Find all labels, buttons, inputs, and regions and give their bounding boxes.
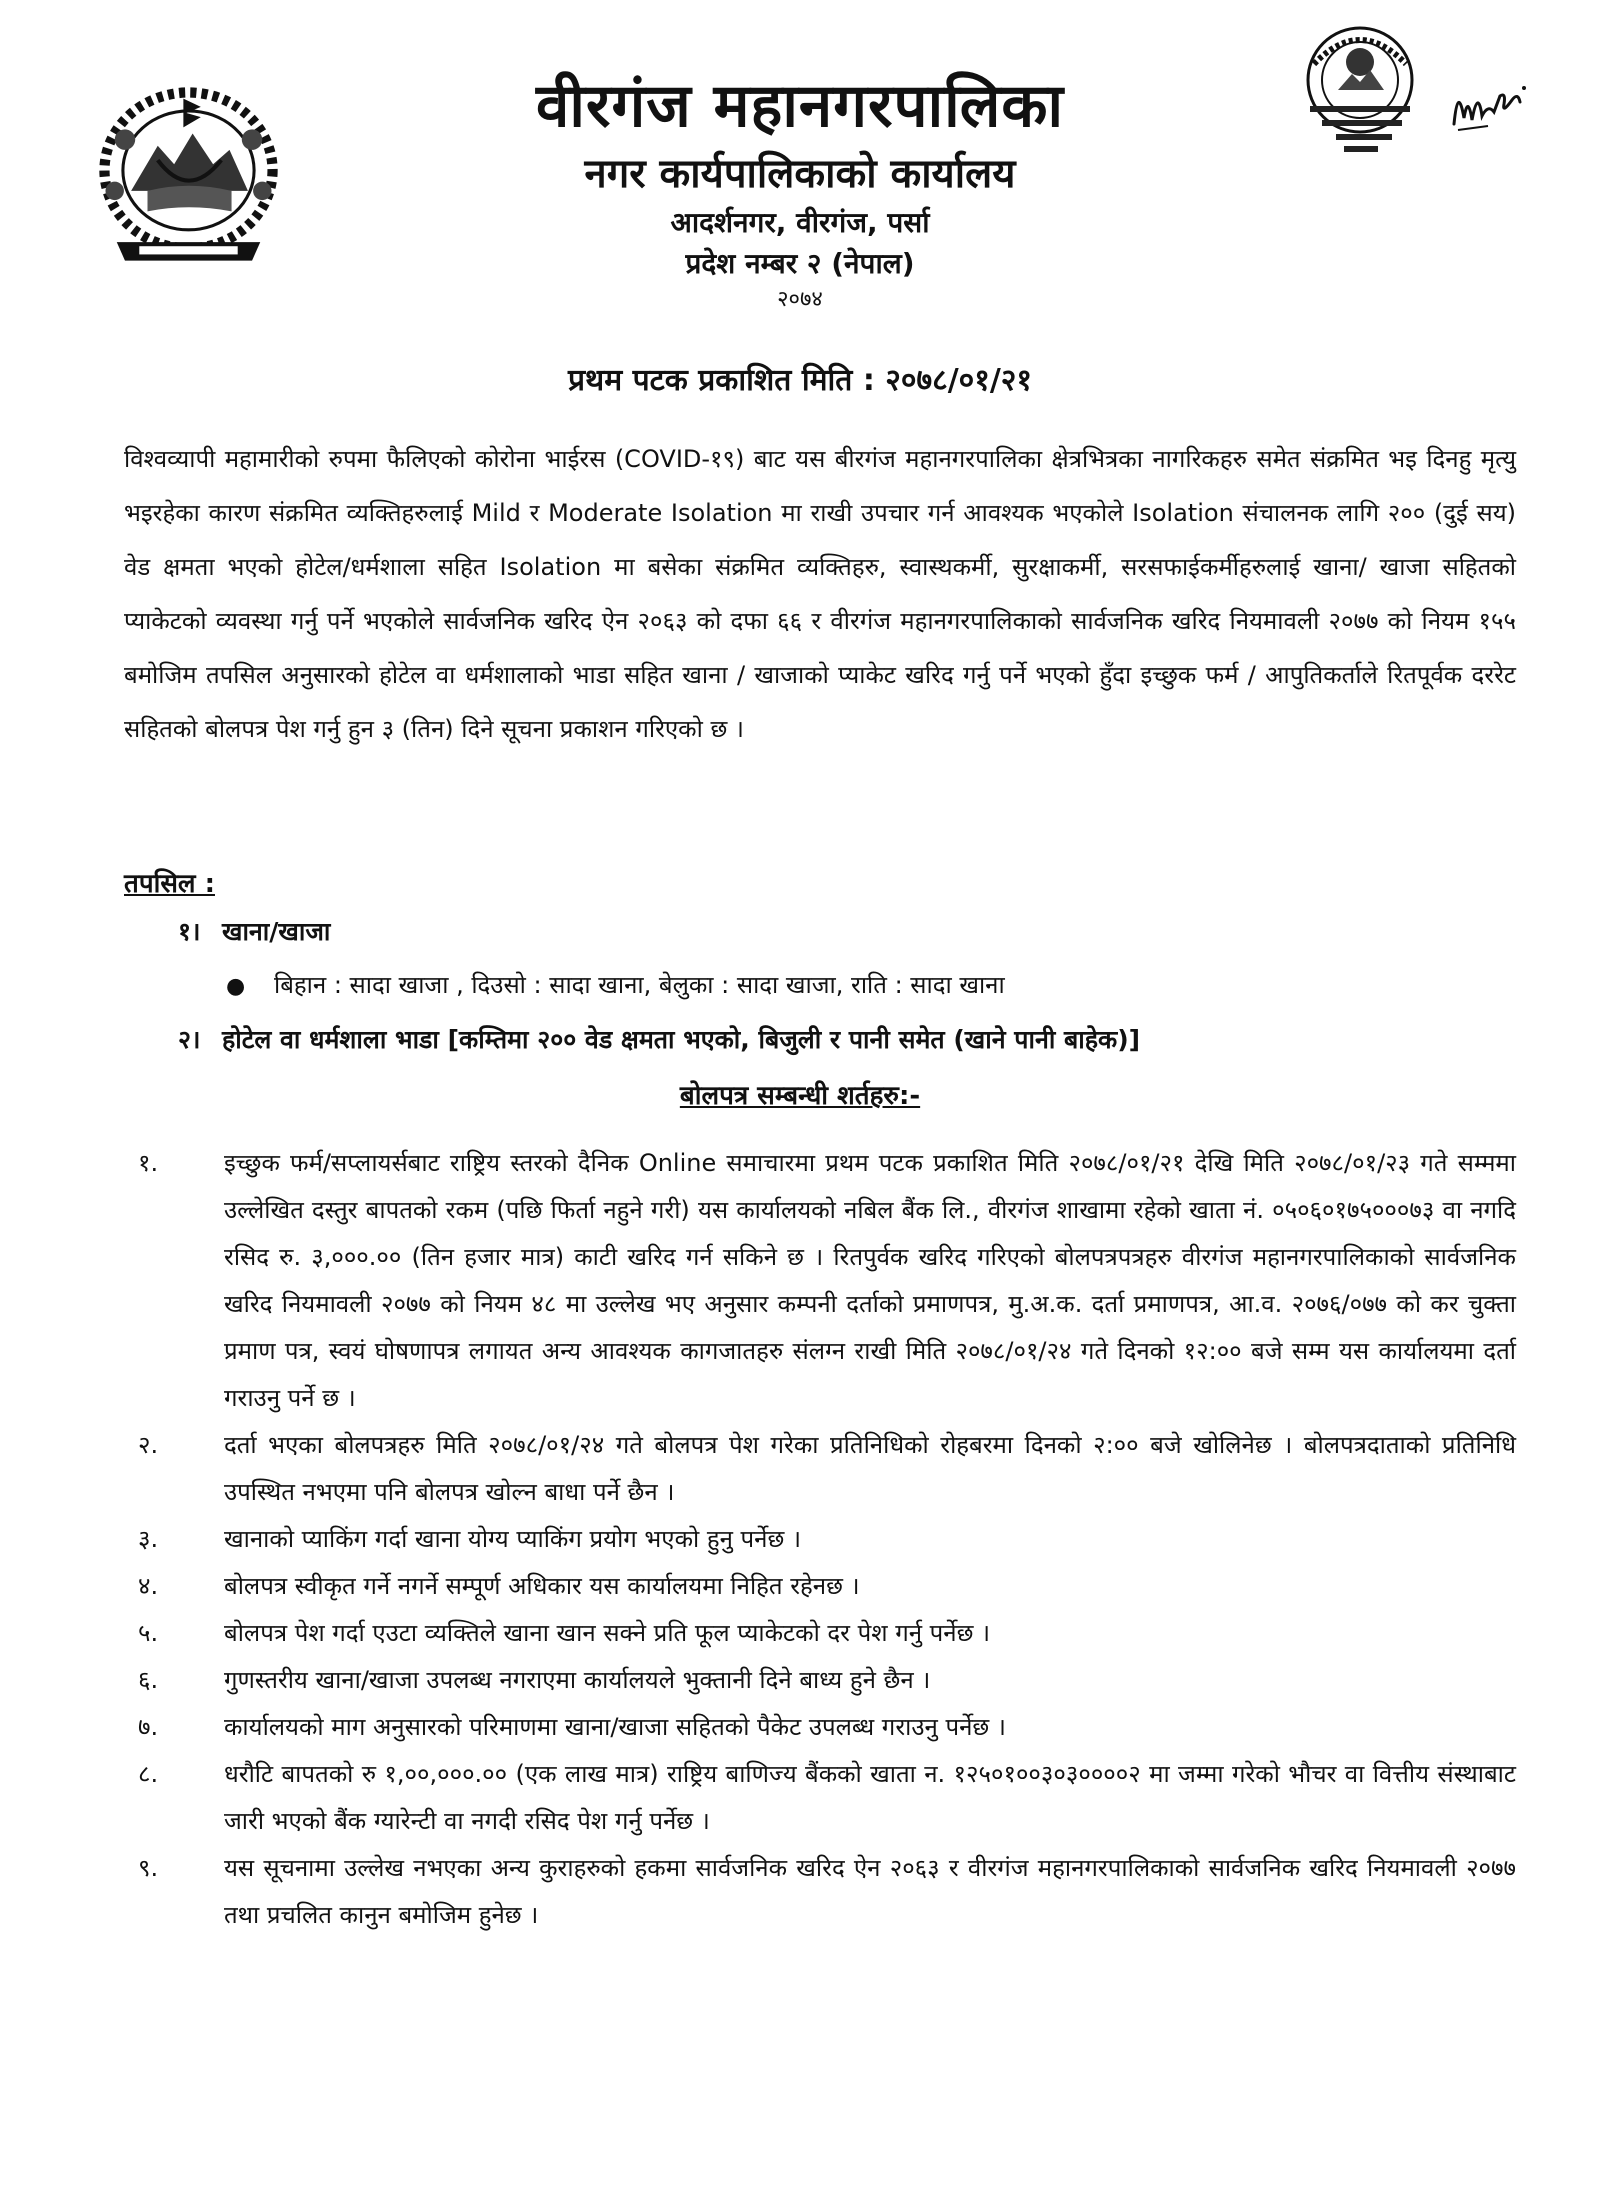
established-year: २०७४: [777, 287, 823, 312]
condition-item: [138, 1751, 1516, 1845]
condition-number: ५.: [138, 1619, 159, 1647]
nepal-emblem-icon: [86, 78, 291, 273]
condition-number: १.: [138, 1149, 159, 1177]
condition-item: [138, 1704, 1516, 1751]
schedule-item-food: [178, 914, 330, 948]
schedule-item-number: १।: [178, 917, 201, 946]
condition-number: ९.: [138, 1854, 159, 1882]
schedule-item-label: खाना/खाजा: [222, 917, 331, 946]
condition-text: यस सूचनामा उल्लेख नभएका अन्य कुराहरुको हकमा सार्वजनिक खरिद ऐन २०६३ र वीरगंज महानगरपालिकाको सार्वजनिक खरिद नियमावली २०७७ तथा प्रचलित कानुन बमोजिम हुनेछ ।: [224, 1854, 1516, 1929]
condition-number: २.: [138, 1431, 159, 1459]
condition-item: [138, 1563, 1516, 1610]
bullet-icon: ●: [226, 974, 246, 999]
office-seal-icon: [1280, 22, 1440, 162]
condition-number: ८.: [138, 1760, 159, 1788]
condition-number: ७.: [138, 1713, 159, 1741]
meal-schedule-text: बिहान : सादा खाजा , दिउसो : सादा खाना, बेलुका : सादा खाजा, राति : सादा खाना: [274, 971, 1005, 999]
condition-text: बोलपत्र स्वीकृत गर्ने नगर्ने सम्पूर्ण अधिकार यस कार्यालयमा निहित रहेनछ ।: [224, 1572, 860, 1600]
condition-number: ६.: [138, 1666, 159, 1694]
condition-item: [138, 1845, 1516, 1939]
province-line: प्रदेश नम्बर २ (नेपाल): [685, 247, 915, 280]
condition-text: कार्यालयको माग अनुसारको परिमाणमा खाना/खाजा सहितको पैकेट उपलब्ध गराउनु पर्नेछ ।: [224, 1713, 1006, 1741]
terms-heading: [0, 1076, 1600, 1112]
condition-text: गुणस्तरीय खाना/खाजा उपलब्ध नगराएमा कार्यालयले भुक्तानी दिने बाध्य हुने छैन ।: [224, 1666, 931, 1694]
condition-text: बोलपत्र पेश गर्दा एउटा व्यक्तिले खाना खान सक्ने प्रति फूल प्याकेटको दर पेश गर्नु पर्नेछ ।: [224, 1619, 991, 1647]
condition-text: धरौटि बापतको रु १,००,०००.०० (एक लाख मात्र) राष्ट्रिय बाणिज्य बैंकको खाता न. १२५०१००३०३००००२ मा जम्मा गरेको भौचर वा वित्तीय संस्थाबाट जारी भएको बैंक ग्यारेन्टी वा नगदी रसिद पेश गर्नु पर्नेछ ।: [224, 1760, 1516, 1835]
condition-item: [138, 1516, 1516, 1563]
municipality-title: वीरगंज महानगरपालिका: [536, 71, 1064, 141]
schedule-item-lodging: [178, 1022, 1140, 1056]
publication-date: प्रथम पटक प्रकाशित मिति : २०७८/०१/२१: [567, 363, 1033, 398]
condition-text: खानाको प्याकिंग गर्दा खाना योग्य प्याकिंग प्रयोग भएको हुनु पर्नेछ ।: [224, 1525, 802, 1553]
schedule-item-label: होटेल वा धर्मशाला भाडा [कम्तिमा २०० वेड क्षमता भएको, बिजुली र पानी समेत (खाने पानी बाहेक)]: [222, 1025, 1141, 1054]
letterhead: [350, 70, 1250, 316]
office-name: नगर कार्यपालिकाको कार्यालय: [584, 151, 1016, 197]
condition-number: ४.: [138, 1572, 159, 1600]
condition-text: दर्ता भएका बोलपत्रहरु मिति २०७८/०१/२४ गते बोलपत्र पेश गरेका प्रतिनिधिको रोहबरमा दिनको २:०० बजे खोलिनेछ । बोलपत्रदाताको प्रतिनिधि उपस्थित नभएमा पनि बोलपत्र खोल्न बाधा पर्ने छैन ।: [224, 1431, 1516, 1506]
condition-item: [138, 1657, 1516, 1704]
notice-body: विश्वव्यापी महामारीको रुपमा फैलिएको कोरोना भाईरस (COVID-१९) बाट यस बीरगंज महानगरपालिका क्षेत्रभित्रका नागरिकहरु समेत संक्रमित भइ दिनहु मृत्यु भइरहेका कारण संक्रमित व्यक्तिहरुलाई Mild र Moderate Isolation मा राखी उपचार गर्न आवश्यक भएकोले Isolation संचालनक लागि २०० (दुई सय) वेड क्षमता भएको होटेल/धर्मशाला सहित Isolation मा बसेका संक्रमित व्यक्तिहरु, स्वास्थकर्मी, सुरक्षाकर्मी, सरसफाईकर्मीहरुलाई खाना/ खाजा सहितको प्याकेटको व्यवस्था गर्नु पर्ने भएकोले सार्वजनिक खरिद ऐन २०६३ को दफा ६६ र वीरगंज महानगरपालिकाको सार्वजनिक खरिद नियमावली २०७७ को नियम १५५ बमोजिम तपसिल अनुसारको होटेल वा धर्मशालाको भाडा सहित खाना / खाजाको प्याकेट खरिद गर्नु पर्ने भएको हुँदा इच्छुक फर्म / आपुतिकर्ताले रितपूर्वक दररेट सहितको बोलपत्र पेश गर्नु हुन ३ (तिन) दिने सूचना प्रकाशन गरिएको छ ।: [124, 445, 1516, 743]
signature-icon: [1448, 74, 1530, 144]
condition-item: [138, 1140, 1516, 1422]
schedule-item-number: २।: [178, 1025, 201, 1054]
condition-item: [138, 1422, 1516, 1516]
conditions-list: [138, 1140, 1516, 1939]
schedule-heading: तपसिल :: [124, 869, 215, 899]
condition-number: ३.: [138, 1525, 159, 1553]
condition-text: इच्छुक फर्म/सप्लायर्सबाट राष्ट्रिय स्तरको दैनिक Online समाचारमा प्रथम पटक प्रकाशित मिति २०७८/०१/२१ देखि मिति २०७८/०१/२३ गते सम्ममा उल्लेखित दस्तुर बापतको रकम (पछि फिर्ता नहुने गरी) यस कार्यालयको नबिल बैंक लि., वीरगंज शाखामा रहेको खाता नं. ०५०६०१७५०००७३ वा नगदि रसिद रु. ३,०००.०० (तिन हजार मात्र) काटी खरिद गर्न सकिने छ । रितपुर्वक खरिद गरिएको बोलपत्रपत्रहरु वीरगंज महानगरपालिकाको सार्वजनिक खरिद नियमावली २०७७ को नियम ४८ मा उल्लेख भए अनुसार कम्पनी दर्ताको प्रमाणपत्र, मु.अ.क. दर्ता प्रमाणपत्र, आ.व. २०७६/०७७ को कर चुक्ता प्रमाण पत्र, स्वयं घोषणापत्र लगायत अन्य आवश्यक कागजातहरु संलग्न राखी मिति २०७८/०१/२४ गते दिनको १२:०० बजे सम्म यस कार्यालयमा दर्ता गराउनु पर्ने छ ।: [224, 1149, 1516, 1412]
terms-heading-text: बोलपत्र सम्बन्धी शर्तहरु:-: [679, 1081, 921, 1111]
meal-schedule: [226, 968, 1005, 1001]
condition-item: [138, 1610, 1516, 1657]
office-address: आदर्शनगर, वीरगंज, पर्सा: [670, 206, 930, 239]
